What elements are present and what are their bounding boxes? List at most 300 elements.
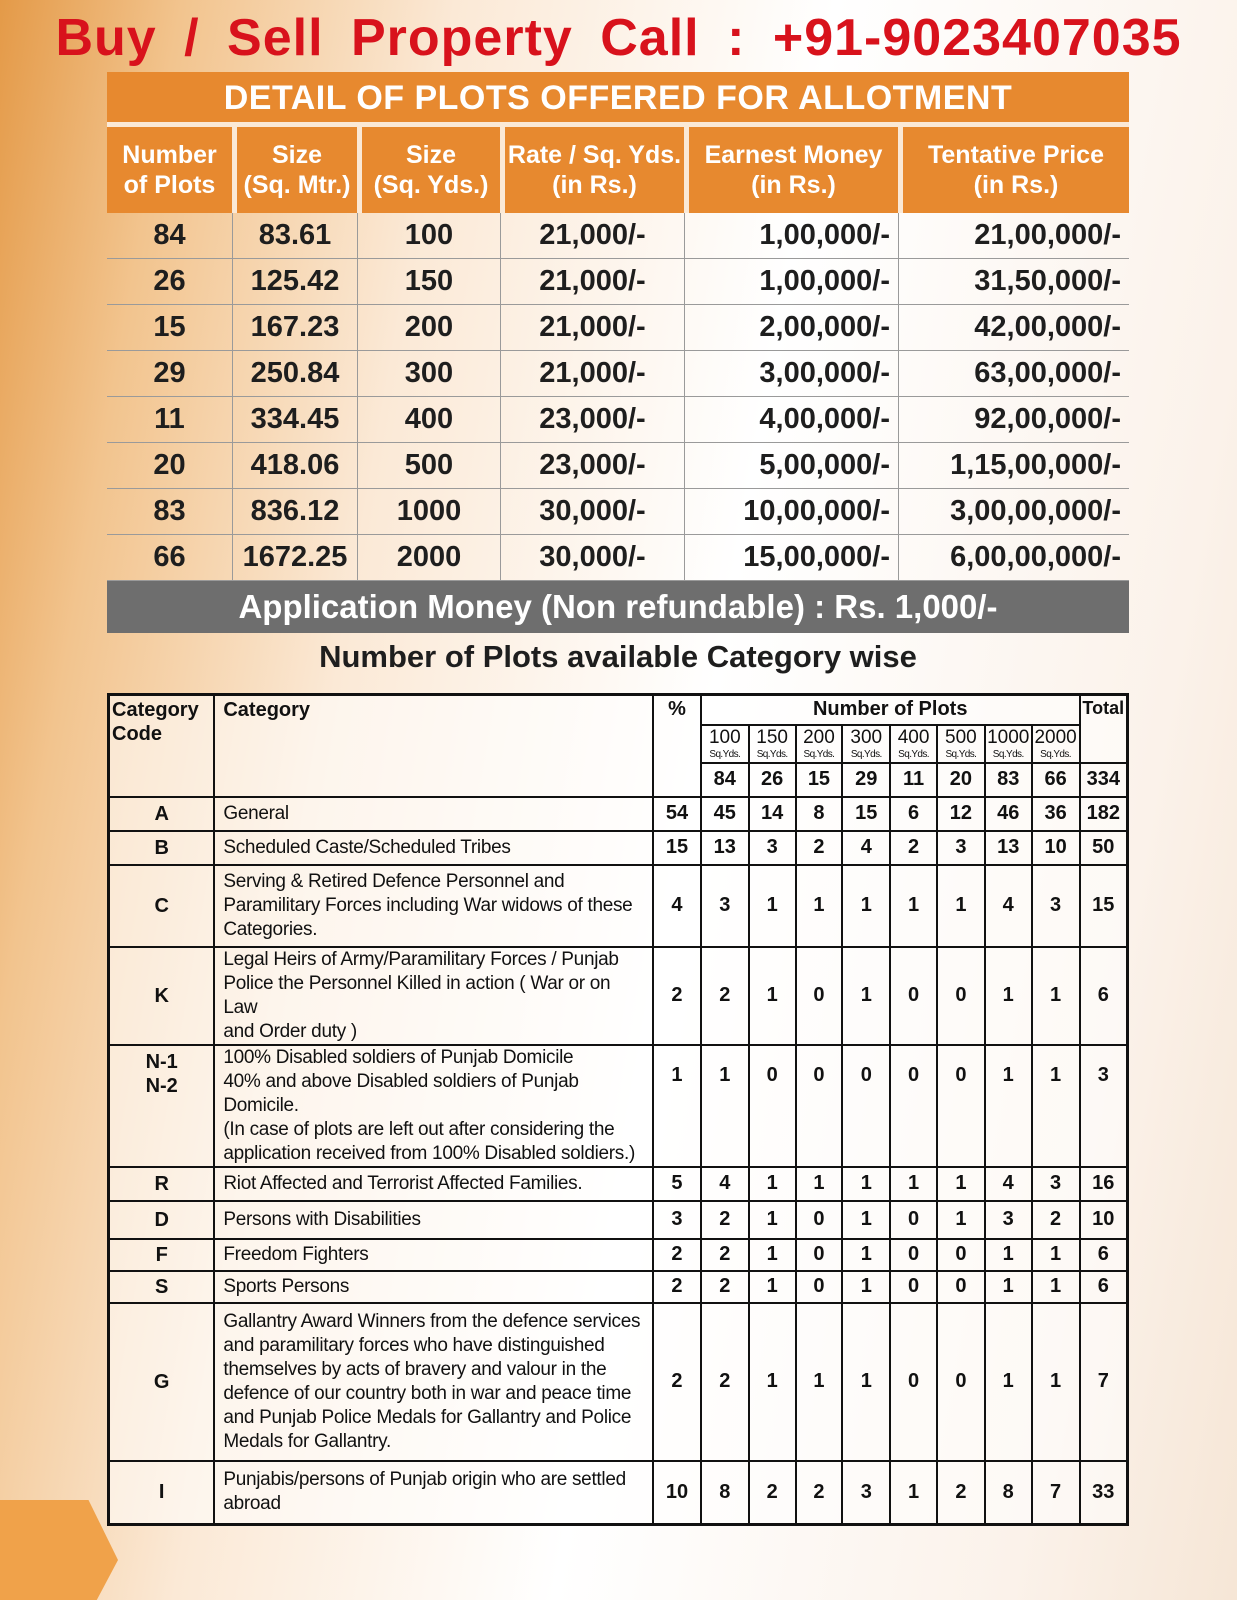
header-category-code-line: Code	[112, 723, 162, 745]
category-line: Police the Personnel Killed in action ( War or on Law	[223, 972, 611, 1018]
cell-earnest-money: 3,00,000/-	[684, 351, 898, 397]
category-line: Punjabis/persons of Punjab origin who are settled	[223, 1469, 626, 1491]
category-count: 0	[890, 1045, 937, 1167]
category-code	[109, 865, 215, 947]
category-total: 6	[1080, 947, 1128, 1045]
size-value: 300	[850, 727, 883, 748]
category-count: 1	[842, 1239, 890, 1271]
category-line: 100% Disabled soldiers of Punjab Domicile	[223, 1046, 574, 1068]
category-count: 13	[985, 831, 1032, 865]
category-total: 16	[1080, 1167, 1128, 1201]
category-count: 0	[796, 1271, 843, 1303]
header-line: Tentative Price	[927, 141, 1104, 169]
category-row	[109, 797, 1128, 831]
decorative-hexagon	[0, 1500, 118, 1600]
category-code-line: F	[155, 1243, 168, 1266]
category-line: Categories.	[223, 918, 318, 940]
header-category: Category	[214, 695, 653, 797]
cell-tentative-price: 21,00,000/-	[898, 213, 1129, 259]
plots-offered-table	[107, 122, 1129, 581]
category-table-heading: Number of Plots available Category wise	[319, 639, 917, 674]
category-count: 1	[890, 865, 937, 947]
cell-size-sq-yds: 150	[357, 259, 500, 305]
category-description	[214, 1461, 653, 1525]
category-line: and paramilitary forces who have distinguished	[223, 1334, 605, 1356]
category-count: 2	[1032, 1201, 1080, 1239]
category-percent: 4	[653, 865, 701, 947]
category-row	[109, 1271, 1128, 1303]
category-row	[109, 865, 1128, 947]
category-line: Freedom Fighters	[223, 1243, 369, 1265]
category-code	[109, 1303, 215, 1461]
category-line: Sports Persons	[223, 1275, 350, 1297]
category-count: 2	[701, 1303, 749, 1461]
cell-size-sq-mtr: 1672.25	[232, 535, 357, 581]
category-code-line: N-1	[145, 1050, 178, 1073]
category-header-row-1	[109, 695, 1128, 725]
category-description	[214, 1167, 653, 1201]
header-line: Size	[271, 141, 323, 169]
category-line: themselves by acts of bravery and valour in the	[223, 1358, 607, 1380]
category-count: 3	[937, 831, 985, 865]
size-header-cell	[701, 725, 749, 763]
cell-number-of-plots: 20	[107, 443, 232, 489]
category-count: 3	[1032, 1167, 1080, 1201]
header-line: Rate / Sq. Yds.	[507, 141, 682, 169]
cell-size-sq-mtr: 250.84	[232, 351, 357, 397]
category-count: 4	[985, 1167, 1032, 1201]
category-count: 0	[937, 1239, 985, 1271]
category-percent: 2	[653, 1271, 701, 1303]
cell-rate: 21,000/-	[500, 305, 684, 351]
category-row	[109, 1045, 1128, 1167]
category-code-line: R	[154, 1172, 169, 1195]
size-total-cell: 20	[937, 763, 985, 797]
plots-table-row	[107, 443, 1129, 489]
header-rate	[500, 122, 684, 213]
category-count: 1	[749, 947, 796, 1045]
size-header-cell	[1032, 725, 1080, 763]
category-count: 0	[890, 1239, 937, 1271]
category-count: 0	[937, 1045, 985, 1167]
category-count: 3	[842, 1461, 890, 1525]
category-count: 1	[749, 1239, 796, 1271]
category-count: 2	[701, 1239, 749, 1271]
category-code	[109, 1271, 215, 1303]
size-value: 400	[897, 727, 930, 748]
header-line: (in Rs.)	[552, 171, 637, 199]
category-count: 1	[1032, 1303, 1080, 1461]
cell-tentative-price: 1,15,00,000/-	[898, 443, 1129, 489]
category-percent: 2	[653, 947, 701, 1045]
plots-offered-section	[107, 72, 1129, 677]
category-count: 2	[890, 831, 937, 865]
cell-number-of-plots: 15	[107, 305, 232, 351]
category-line: (In case of plots are left out after considering the	[223, 1118, 615, 1140]
category-count: 1	[890, 1461, 937, 1525]
category-count: 0	[890, 1271, 937, 1303]
cell-earnest-money: 10,00,000/-	[684, 489, 898, 535]
category-line: Persons with Disabilities	[223, 1208, 421, 1230]
category-count: 1	[937, 1167, 985, 1201]
category-total: 50	[1080, 831, 1128, 865]
category-percent: 1	[653, 1045, 701, 1167]
size-total-cell: 66	[1032, 763, 1080, 797]
category-count: 1	[985, 947, 1032, 1045]
category-section	[107, 693, 1129, 1526]
header-total: Total	[1080, 695, 1128, 763]
category-count: 1	[985, 1303, 1032, 1461]
cell-number-of-plots: 29	[107, 351, 232, 397]
cell-rate: 23,000/-	[500, 397, 684, 443]
category-count: 0	[796, 1045, 843, 1167]
category-count: 0	[796, 1201, 843, 1239]
category-count: 0	[890, 1201, 937, 1239]
cell-earnest-money: 2,00,000/-	[684, 305, 898, 351]
size-total-cell: 29	[842, 763, 890, 797]
size-header-cell	[937, 725, 985, 763]
grand-total-cell: 334	[1080, 763, 1128, 797]
contact-banner: Buy / Sell Property Call : +91-9023407035	[55, 9, 1182, 67]
category-code-line: B	[154, 836, 169, 859]
category-count: 1	[796, 1303, 843, 1461]
plots-table-row	[107, 535, 1129, 581]
category-line: Legal Heirs of Army/Paramilitary Forces / Punjab	[223, 948, 619, 970]
category-code	[109, 1201, 215, 1239]
category-count: 0	[749, 1045, 796, 1167]
category-count: 0	[890, 947, 937, 1045]
category-percent: 15	[653, 831, 701, 865]
category-row	[109, 1167, 1128, 1201]
category-description	[214, 797, 653, 831]
category-row	[109, 1461, 1128, 1525]
category-count: 1	[796, 1167, 843, 1201]
size-unit: Sq.Yds.	[756, 749, 788, 760]
cell-size-sq-mtr: 125.42	[232, 259, 357, 305]
category-count: 1	[749, 1271, 796, 1303]
category-count: 2	[701, 1201, 749, 1239]
category-code-line: D	[154, 1208, 169, 1231]
category-count: 1	[842, 1271, 890, 1303]
category-count: 1	[1032, 1239, 1080, 1271]
cell-size-sq-mtr: 167.23	[232, 305, 357, 351]
category-total: 6	[1080, 1239, 1128, 1271]
category-total: 182	[1080, 797, 1128, 831]
category-code-line: I	[158, 1481, 165, 1504]
category-code-line: C	[154, 894, 169, 917]
cell-tentative-price: 42,00,000/-	[898, 305, 1129, 351]
header-tentative-price	[898, 122, 1129, 213]
plots-table-row	[107, 305, 1129, 351]
plots-table-row	[107, 489, 1129, 535]
category-description	[214, 865, 653, 947]
category-count: 7	[1032, 1461, 1080, 1525]
category-count: 1	[1032, 1045, 1080, 1167]
header-line: (in Rs.)	[751, 171, 836, 199]
category-count: 2	[796, 831, 843, 865]
size-value: 2000	[1034, 727, 1077, 748]
category-count: 3	[1032, 865, 1080, 947]
category-count: 1	[985, 1045, 1032, 1167]
category-count: 3	[749, 831, 796, 865]
plots-table-row	[107, 397, 1129, 443]
cell-rate: 30,000/-	[500, 489, 684, 535]
category-count: 2	[749, 1461, 796, 1525]
size-unit: Sq.Yds.	[709, 749, 741, 760]
category-count: 1	[842, 1303, 890, 1461]
header-line: (Sq. Mtr.)	[243, 171, 351, 199]
category-line: and Punjab Police Medals for Gallantry and Police	[223, 1406, 632, 1428]
plots-table-row	[107, 213, 1129, 259]
category-code-line: G	[153, 1370, 170, 1393]
category-percent: 5	[653, 1167, 701, 1201]
size-unit: Sq.Yds.	[850, 749, 882, 760]
category-count: 10	[1032, 831, 1080, 865]
category-count: 1	[842, 1167, 890, 1201]
cell-earnest-money: 5,00,000/-	[684, 443, 898, 489]
category-count: 0	[937, 1271, 985, 1303]
cell-size-sq-mtr: 334.45	[232, 397, 357, 443]
category-line: Paramilitary Forces including War widows of these	[223, 894, 633, 916]
size-total-cell: 26	[749, 763, 796, 797]
cell-tentative-price: 92,00,000/-	[898, 397, 1129, 443]
header-earnest-money	[684, 122, 898, 213]
category-code	[109, 797, 215, 831]
category-count: 0	[937, 947, 985, 1045]
category-line: application received from 100% Disabled soldiers.)	[223, 1142, 636, 1164]
cell-size-sq-yds: 400	[357, 397, 500, 443]
cell-size-sq-mtr: 83.61	[232, 213, 357, 259]
category-count: 1	[842, 865, 890, 947]
plots-table-row	[107, 351, 1129, 397]
category-percent: 2	[653, 1303, 701, 1461]
category-line: Scheduled Caste/Scheduled Tribes	[223, 836, 511, 858]
category-line: General	[223, 802, 289, 824]
category-count: 1	[749, 1167, 796, 1201]
category-count: 2	[701, 1271, 749, 1303]
application-money-bar: Application Money (Non refundable) : Rs. 1,000/-	[107, 581, 1129, 633]
category-count: 3	[985, 1201, 1032, 1239]
plots-table-row	[107, 259, 1129, 305]
category-count: 13	[701, 831, 749, 865]
category-code	[109, 1167, 215, 1201]
category-count: 4	[985, 865, 1032, 947]
category-count: 1	[1032, 1271, 1080, 1303]
size-value: 150	[756, 727, 788, 748]
category-count: 45	[701, 797, 749, 831]
category-code-line: K	[154, 984, 169, 1007]
category-count: 1	[842, 947, 890, 1045]
category-count: 0	[890, 1303, 937, 1461]
category-count: 14	[749, 797, 796, 831]
cell-number-of-plots: 84	[107, 213, 232, 259]
header-category-code	[109, 695, 215, 797]
cell-number-of-plots: 11	[107, 397, 232, 443]
size-unit: Sq.Yds.	[945, 749, 977, 760]
category-code-line: A	[154, 802, 169, 825]
cell-rate: 23,000/-	[500, 443, 684, 489]
category-count: 4	[842, 831, 890, 865]
category-count: 4	[701, 1167, 749, 1201]
size-total-cell: 11	[890, 763, 937, 797]
category-row	[109, 831, 1128, 865]
category-percent: 10	[653, 1461, 701, 1525]
plots-table-header-row	[107, 122, 1129, 213]
category-wise-table	[107, 693, 1129, 1526]
cell-tentative-price: 63,00,000/-	[898, 351, 1129, 397]
category-code-line: S	[155, 1275, 169, 1298]
category-description	[214, 1201, 653, 1239]
header-size-sq-mtr	[232, 122, 357, 213]
category-count: 2	[937, 1461, 985, 1525]
cell-rate: 21,000/-	[500, 213, 684, 259]
category-row	[109, 947, 1128, 1045]
category-count: 2	[796, 1461, 843, 1525]
category-description	[214, 1271, 653, 1303]
cell-size-sq-yds: 1000	[357, 489, 500, 535]
category-count: 46	[985, 797, 1032, 831]
category-line: Serving & Retired Defence Personnel and	[223, 870, 565, 892]
cell-tentative-price: 6,00,00,000/-	[898, 535, 1129, 581]
cell-rate: 30,000/-	[500, 535, 684, 581]
category-description	[214, 831, 653, 865]
category-count: 0	[842, 1045, 890, 1167]
size-value: 100	[708, 727, 741, 748]
size-total-cell: 15	[796, 763, 843, 797]
header-line: Number	[122, 141, 217, 169]
category-count: 0	[796, 947, 843, 1045]
cell-size-sq-yds: 500	[357, 443, 500, 489]
cell-number-of-plots: 26	[107, 259, 232, 305]
category-description	[214, 1045, 653, 1167]
size-header-cell	[985, 725, 1032, 763]
category-count: 36	[1032, 797, 1080, 831]
cell-rate: 21,000/-	[500, 351, 684, 397]
category-description	[214, 1303, 653, 1461]
category-count: 6	[890, 797, 937, 831]
header-line: (Sq. Yds.)	[373, 171, 489, 199]
size-total-cell: 84	[701, 763, 749, 797]
category-count: 1	[985, 1239, 1032, 1271]
category-total: 7	[1080, 1303, 1128, 1461]
category-count: 1	[937, 1201, 985, 1239]
category-total: 15	[1080, 865, 1128, 947]
category-count: 1	[890, 1167, 937, 1201]
category-count: 15	[842, 797, 890, 831]
header-line: Earnest Money	[704, 141, 883, 169]
category-line: Gallantry Award Winners from the defence services	[223, 1310, 641, 1332]
plots-table-title: DETAIL OF PLOTS OFFERED FOR ALLOTMENT	[107, 72, 1129, 122]
category-row	[109, 1303, 1128, 1461]
cell-number-of-plots: 83	[107, 489, 232, 535]
category-count: 12	[937, 797, 985, 831]
category-line: 40% and above Disabled soldiers of Punjab Domicile.	[223, 1070, 579, 1116]
cell-number-of-plots: 66	[107, 535, 232, 581]
category-code	[109, 1461, 215, 1525]
category-count: 1	[937, 865, 985, 947]
category-count: 0	[937, 1303, 985, 1461]
size-value: 500	[945, 727, 977, 748]
category-total: 6	[1080, 1271, 1128, 1303]
category-count: 2	[701, 947, 749, 1045]
category-count: 8	[985, 1461, 1032, 1525]
cell-rate: 21,000/-	[500, 259, 684, 305]
category-line: and Order duty )	[223, 1020, 357, 1042]
category-count: 3	[701, 865, 749, 947]
category-percent: 54	[653, 797, 701, 831]
category-row	[109, 1201, 1128, 1239]
header-percent: %	[653, 695, 701, 797]
cell-earnest-money: 1,00,000/-	[684, 259, 898, 305]
category-percent: 3	[653, 1201, 701, 1239]
header-number-of-plots	[107, 122, 232, 213]
size-header-cell	[890, 725, 937, 763]
size-unit: Sq.Yds.	[803, 749, 835, 760]
category-count: 0	[796, 1239, 843, 1271]
category-percent: 2	[653, 1239, 701, 1271]
category-count: 8	[701, 1461, 749, 1525]
header-size-sq-yds	[357, 122, 500, 213]
category-count: 8	[796, 797, 843, 831]
cell-size-sq-yds: 300	[357, 351, 500, 397]
category-line: abroad	[223, 1493, 281, 1515]
category-count: 1	[749, 865, 796, 947]
cell-earnest-money: 15,00,000/-	[684, 535, 898, 581]
cell-tentative-price: 31,50,000/-	[898, 259, 1129, 305]
category-code	[109, 1239, 215, 1271]
size-total-cell: 83	[985, 763, 1032, 797]
category-description	[214, 947, 653, 1045]
cell-size-sq-mtr: 418.06	[232, 443, 357, 489]
header-category-code-line: Category	[112, 699, 199, 721]
cell-size-sq-yds: 200	[357, 305, 500, 351]
category-code	[109, 1045, 215, 1167]
category-line: Riot Affected and Terrorist Affected Families.	[223, 1172, 583, 1194]
size-header-cell	[749, 725, 796, 763]
category-count: 1	[1032, 947, 1080, 1045]
header-line: Size	[405, 141, 457, 169]
category-count: 1	[796, 865, 843, 947]
category-count: 1	[842, 1201, 890, 1239]
cell-earnest-money: 4,00,000/-	[684, 397, 898, 443]
category-description	[214, 1239, 653, 1271]
category-count: 1	[985, 1271, 1032, 1303]
size-unit: Sq.Yds.	[1040, 749, 1071, 760]
cell-size-sq-mtr: 836.12	[232, 489, 357, 535]
cell-tentative-price: 3,00,00,000/-	[898, 489, 1129, 535]
size-header-cell	[842, 725, 890, 763]
category-total: 10	[1080, 1201, 1128, 1239]
cell-size-sq-yds: 2000	[357, 535, 500, 581]
category-count: 1	[749, 1201, 796, 1239]
category-count: 1	[701, 1045, 749, 1167]
category-total: 3	[1080, 1045, 1128, 1167]
category-line: Medals for Gallantry.	[223, 1430, 391, 1452]
size-header-cell	[796, 725, 843, 763]
category-code-line: N-2	[145, 1074, 178, 1097]
category-row	[109, 1239, 1128, 1271]
cell-earnest-money: 1,00,000/-	[684, 213, 898, 259]
category-total: 33	[1080, 1461, 1128, 1525]
category-line: defence of our country both in war and peace time	[223, 1382, 632, 1404]
size-value: 200	[803, 727, 835, 748]
header-line: (in Rs.)	[973, 171, 1059, 199]
size-unit: Sq.Yds.	[992, 749, 1024, 760]
header-line: of Plots	[123, 171, 216, 199]
cell-size-sq-yds: 100	[357, 213, 500, 259]
size-unit: Sq.Yds.	[898, 749, 929, 760]
header-number-of-plots: Number of Plots	[701, 695, 1080, 725]
